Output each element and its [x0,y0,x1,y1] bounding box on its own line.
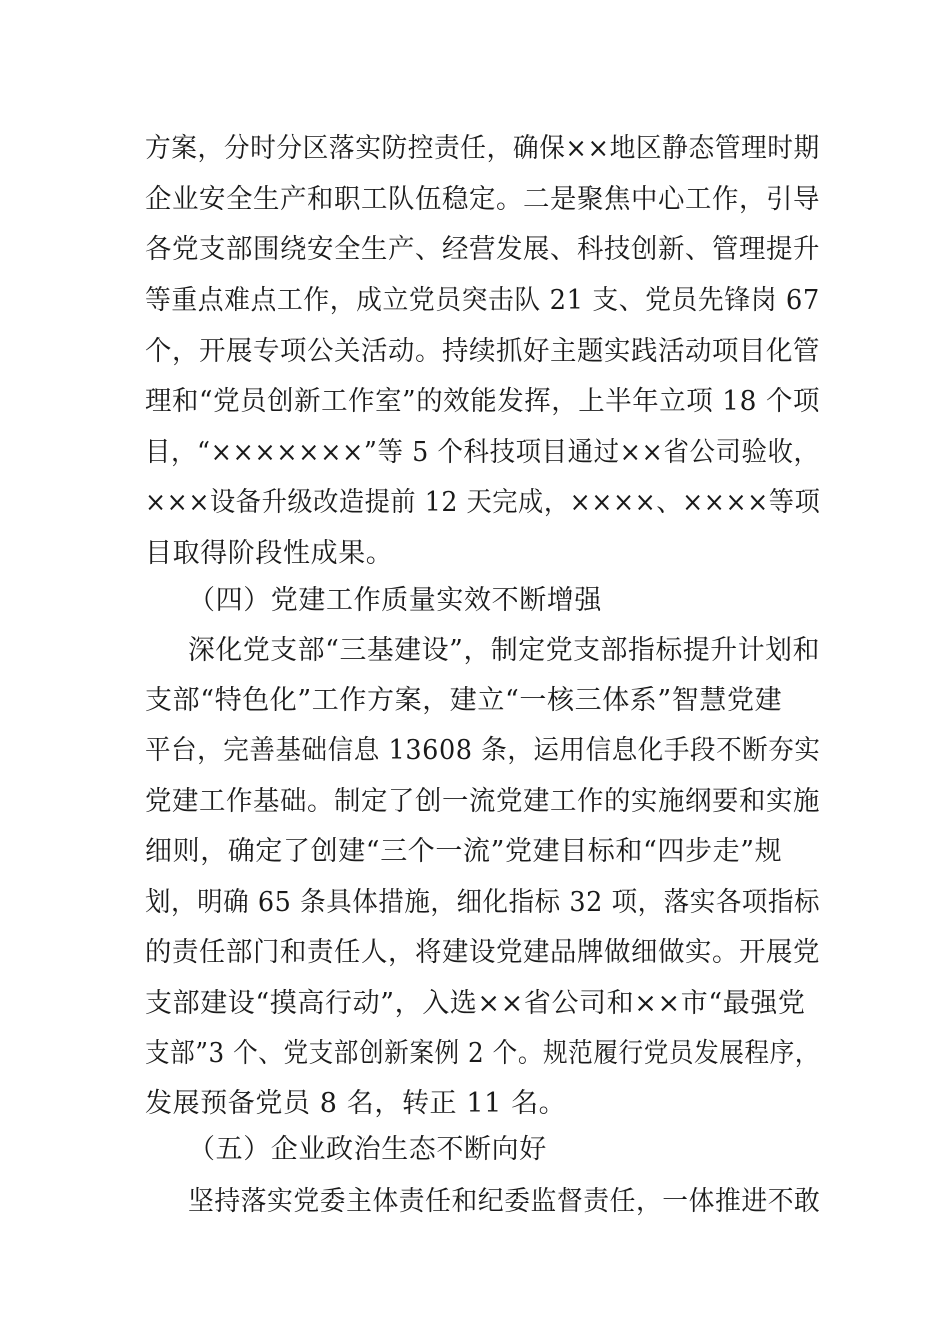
paragraph-line: 深化党支部“三基建设”，制定党支部指标提升计划和 [188,635,821,666]
paragraph-line: 目取得阶段性成果。 [145,538,394,569]
paragraph-line: 目，“×××××××”等 5 个科技项目通过××省公司验收， [145,437,820,468]
paragraph-line: 党建工作基础。制定了创一流党建工作的实施纲要和实施 [145,786,821,817]
paragraph-line: 细则，确定了创建“三个一流”党建目标和“四步走”规 [145,836,783,867]
paragraph-line: 发展预备党员 8 名，转正 11 名。 [145,1088,567,1119]
section-heading: （五）企业政治生态不断向好 [188,1134,547,1165]
paragraph-line: 平台，完善基础信息 13608 条，运用信息化手段不断夯实 [145,735,821,766]
paragraph-line: 支部建设“摸高行动”，入选××省公司和××市“最强党 [145,988,806,1019]
paragraph-line: 划，明确 65 条具体措施，细化指标 32 项，落实各项指标 [145,887,821,918]
paragraph-line: 的责任部门和责任人，将建设党建品牌做细做实。开展党 [145,937,821,968]
paragraph-line: 各党支部围绕安全生产、经营发展、科技创新、管理提升 [145,234,821,265]
paragraph-line: 支部”3 个、党支部创新案例 2 个。规范履行党员发展程序， [145,1038,820,1069]
paragraph-line: 支部“特色化”工作方案，建立“一核三体系”智慧党建 [145,685,783,716]
paragraph-line: 方案，分时分区落实防控责任，确保××地区静态管理时期 [145,133,820,164]
paragraph-line: 等重点难点工作，成立党员突击队 21 支、党员先锋岗 67 [145,285,820,316]
paragraph-line: 坚持落实党委主体责任和纪委监督责任，一体推进不敢 [188,1186,821,1217]
paragraph-line: 企业安全生产和职工队伍稳定。二是聚焦中心工作，引导 [145,184,821,215]
paragraph-line: 理和“党员创新工作室”的效能发挥，上半年立项 18 个项 [145,386,820,417]
section-heading: （四）党建工作质量实效不断增强 [188,585,602,616]
paragraph-line: 个，开展专项公关活动。持续抓好主题实践活动项目化管 [145,336,821,367]
paragraph-line: ×××设备升级改造提前 12 天完成，××××、××××等项 [145,487,821,518]
